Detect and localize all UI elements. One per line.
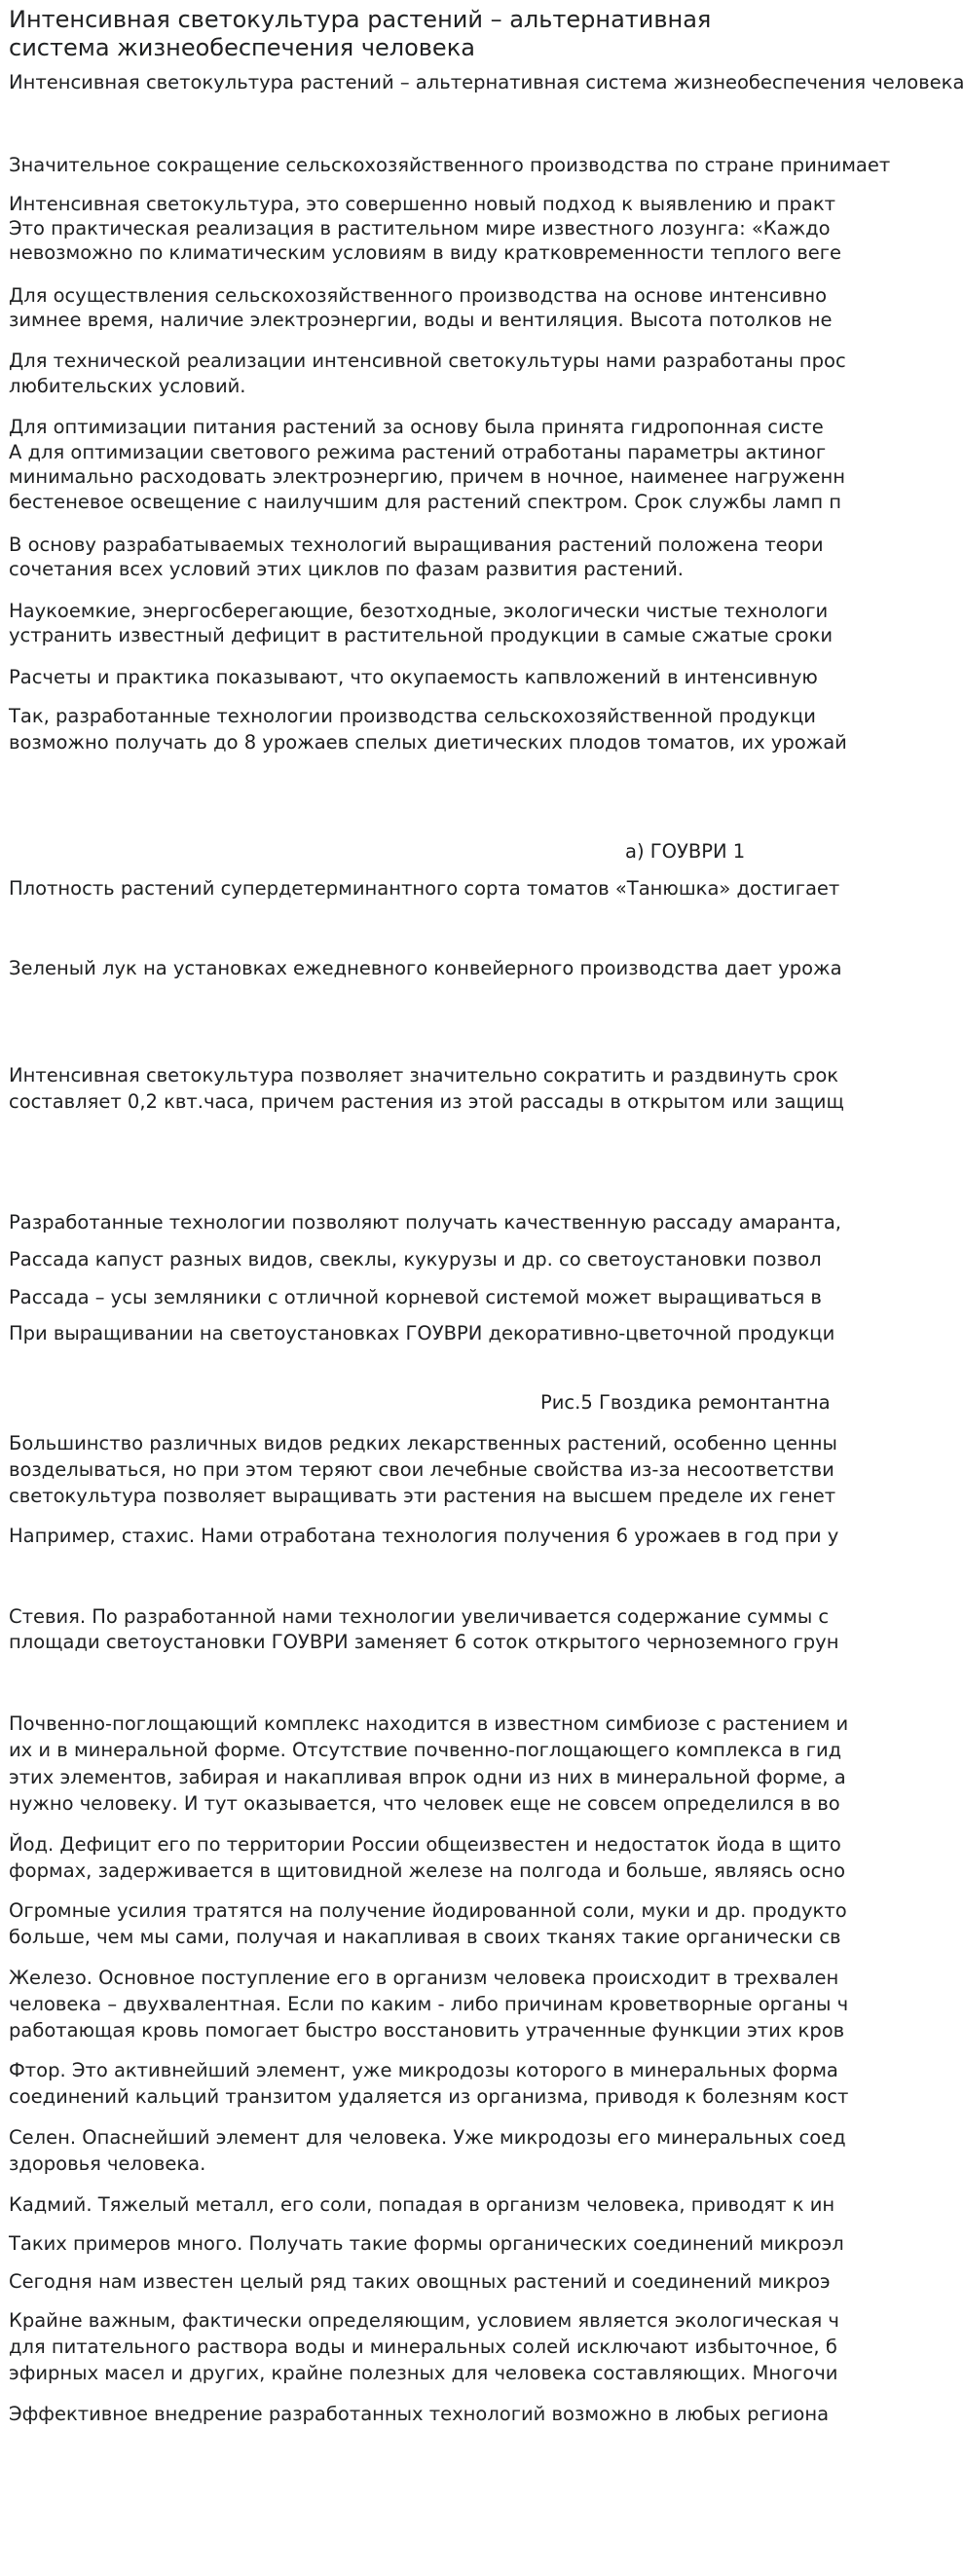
- paragraph-flowers: При выращивании на светоустановках ГОУВРИ декоративно-цветочной продукци: [9, 1322, 835, 1344]
- intro-line: Интенсивная светокультура растений – альтернативная система жизнеобеспечения человека: [9, 71, 964, 93]
- paragraph-seedling-line-2: составляет 0,2 квт.часа, причем растения из этой рассады в открытом или защищ: [9, 1090, 844, 1113]
- paragraph-onion: Зеленый лук на установках ежедневного конвейерного производства дает урожа: [9, 957, 842, 979]
- paragraph-effort-line-2: больше, чем мы сами, получая и накапливая в своих тканях такие органически св: [9, 1926, 841, 1948]
- paragraph-examples: Таких примеров много. Получать такие формы органических соединений микроэл: [9, 2232, 844, 2255]
- paragraph-selen-line-1: Селен. Опаснейший элемент для человека. Уже микродозы его минеральных соед: [9, 2126, 846, 2149]
- figure-caption-5: Рис.5 Гвоздика ремонтантна: [540, 1391, 831, 1414]
- paragraph-iron-line-3: работающая кровь помогает быстро восстановить утраченные функции этих кров: [9, 2019, 845, 2042]
- paragraph-cabbage: Рассада капуст разных видов, свеклы, кукурузы и др. со светоустановки позвол: [9, 1248, 822, 1270]
- page-title: Интенсивная светокультура растений – альтернативная система жизнеобеспечения человека: [9, 6, 712, 61]
- paragraph-intensive-line-1: Интенсивная светокультура, это совершенно новый подход к выявлению и практ: [9, 193, 835, 215]
- paragraph-tomatoes-line-1: Так, разработанные технологии производства сельскохозяйственной продукци: [9, 705, 816, 727]
- paragraph-herbs-line-2: возделываться, но при этом теряют свои лечебные свойства из-за несоответстви: [9, 1458, 834, 1481]
- paragraph-technical-line-2: любительских условий.: [9, 375, 246, 397]
- paragraph-cadmium: Кадмий. Тяжелый металл, его соли, попадая в организм человека, приводят к ин: [9, 2193, 835, 2216]
- paragraph-soil-line-4: нужно человеку. И тут оказывается, что человек еще не совсем определился в во: [9, 1792, 840, 1815]
- paragraph-amaranth: Разработанные технологии позволяют получать качественную рассаду амаранта,: [9, 1211, 841, 1233]
- paragraph-effective: Эффективное внедрение разработанных технологий возможно в любых региона: [9, 2403, 830, 2425]
- paragraph-eco-line-1: Крайне важным, фактически определяющим, условием является экологическая ч: [9, 2309, 839, 2332]
- paragraph-stevia-line-1: Стевия. По разработанной нами технологии увеличивается содержание суммы с: [9, 1605, 830, 1628]
- paragraph-iron-line-2: человека – двухвалентная. Если по каким - либо причинам кроветворные органы ч: [9, 1993, 849, 2015]
- paragraph-technical-line-1: Для технической реализации интенсивной светокультуры нами разработаны прос: [9, 350, 846, 372]
- paragraph-theory-line-2: сочетания всех условий этих циклов по фазам развития растений.: [9, 558, 685, 580]
- paragraph-intensive-line-3: невозможно по климатическим условиям в виду кратковременности теплого веге: [9, 241, 841, 264]
- paragraph-fluor-line-2: соединений кальций транзитом удаляется из организма, приводя к болезням кост: [9, 2085, 849, 2108]
- paragraph-herbs-line-1: Большинство различных видов редких лекарственных растений, особенно ценны: [9, 1432, 837, 1454]
- paragraph-iron-line-1: Железо. Основное поступление его в организм человека происходит в трехвален: [9, 1967, 839, 1989]
- paragraph-iodine-line-1: Йод. Дефицит его по территории России общеизвестен и недостаток йода в щито: [9, 1833, 841, 1856]
- paragraph-nutrition-line-3: минимально расходовать электроэнергию, причем в ночное, наименее нагруженн: [9, 465, 846, 488]
- paragraph-soil-line-3: этих элементов, забирая и накапливая впрок одни из них в минеральной форме, а: [9, 1766, 846, 1788]
- paragraph-nutrition-line-4: бестеневое освещение с наилучшим для растений спектром. Срок службы ламп п: [9, 491, 842, 513]
- paragraph-science-line-1: Наукоемкие, энергосберегающие, безотходные, экологически чистые технологи: [9, 600, 829, 622]
- paragraph-payback: Расчеты и практика показывают, что окупаемость капвложений в интенсивную: [9, 666, 818, 688]
- figure-caption-a: а) ГОУВРИ 1: [625, 840, 746, 863]
- paragraph-stachys: Например, стахис. Нами отработана технология получения 6 урожаев в год при у: [9, 1525, 839, 1547]
- paragraph-selen-line-2: здоровья человека.: [9, 2153, 206, 2175]
- paragraph-tomatoes-line-2: возможно получать до 8 урожаев спелых диетических плодов томатов, их урожай: [9, 731, 847, 754]
- paragraph-nutrition-line-2: А для оптимизации светового режима растений отработаны параметры актиног: [9, 441, 827, 463]
- paragraph-eco-line-3: эфирных масел и других, крайне полезных для человека составляющих. Многочи: [9, 2362, 838, 2384]
- paragraph-soil-line-2: их и в минеральной форме. Отсутствие почвенно-поглощающего комплекса в гид: [9, 1739, 842, 1761]
- paragraph-herbs-line-3: светокультура позволяет выращивать эти растения на высшем пределе их генет: [9, 1485, 836, 1507]
- paragraph-stevia-line-2: площади светоустановки ГОУВРИ заменяет 6 соток открытого черноземного грун: [9, 1631, 839, 1653]
- paragraph-seedling-line-1: Интенсивная светокультура позволяет значительно сократить и раздвинуть срок: [9, 1064, 839, 1086]
- paragraph-production-line-1: Для осуществления сельскохозяйственного производства на основе интенсивно: [9, 284, 828, 307]
- paragraph-reduction: Значительное сокращение сельскохозяйственного производства по стране принимает: [9, 154, 891, 176]
- paragraph-today: Сегодня нам известен целый ряд таких овощных растений и соединений микроэ: [9, 2270, 831, 2293]
- paragraph-soil-line-1: Почвенно-поглощающий комплекс находится в известном симбиозе с растением и: [9, 1712, 849, 1735]
- paragraph-effort-line-1: Огромные усилия тратятся на получение йодированной соли, муки и др. продукто: [9, 1899, 847, 1922]
- paragraph-production-line-2: зимнее время, наличие электроэнергии, воды и вентиляция. Высота потолков не: [9, 309, 833, 331]
- paragraph-eco-line-2: для питательного раствора воды и минеральных солей исключают избыточное, б: [9, 2336, 837, 2358]
- paragraph-fluor-line-1: Фтор. Это активнейший элемент, уже микродозы которого в минеральных форма: [9, 2059, 838, 2081]
- paragraph-strawberry: Рассада – усы земляники с отличной корневой системой может выращиваться в: [9, 1286, 822, 1308]
- paragraph-intensive-line-2: Это практическая реализация в растительном мире известного лозунга: «Каждо: [9, 217, 831, 239]
- paragraph-theory-line-1: В основу разрабатываемых технологий выращивания растений положена теори: [9, 534, 824, 556]
- paragraph-nutrition-line-1: Для оптимизации питания растений за основу была принята гидропонная систе: [9, 416, 824, 438]
- paragraph-density: Плотность растений супердетерминантного сорта томатов «Танюшка» достигает: [9, 877, 840, 900]
- paragraph-iodine-line-2: формах, задерживается в щитовидной железе на полгода и больше, являясь осно: [9, 1859, 846, 1882]
- paragraph-science-line-2: устранить известный дефицит в растительной продукции в самые сжатые сроки: [9, 624, 834, 646]
